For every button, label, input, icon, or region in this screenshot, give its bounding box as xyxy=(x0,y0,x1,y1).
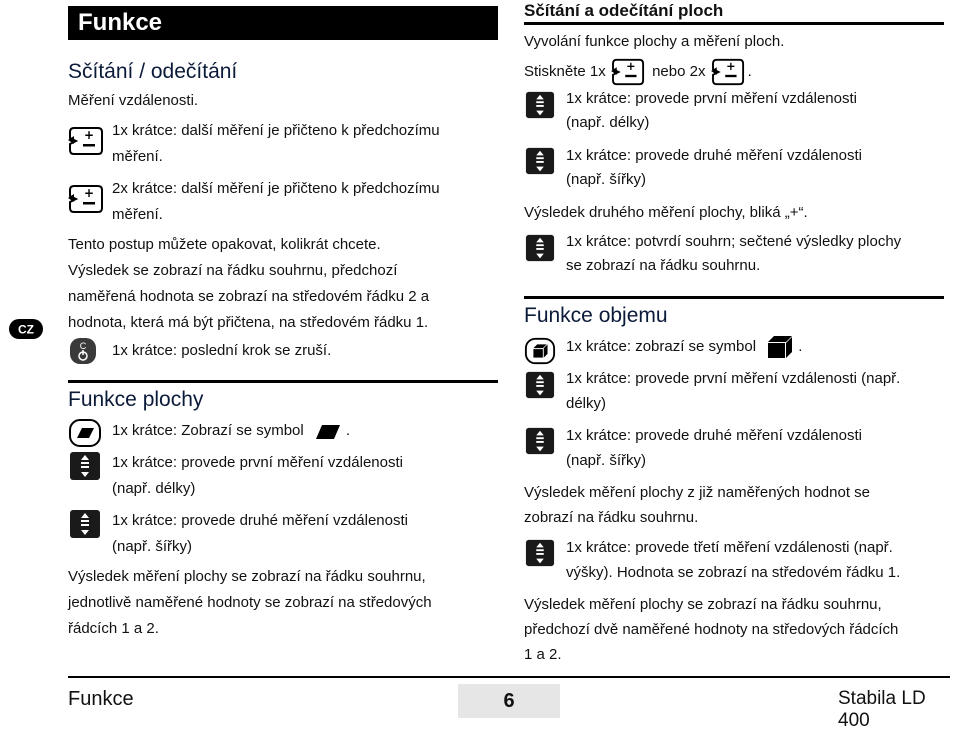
volume-item3-line2: (např. šířky) xyxy=(566,452,647,469)
section-divider xyxy=(524,22,944,25)
area-item2-line1: 1x krátce: provede první měření vzdálenosti xyxy=(112,454,403,471)
sum-result-line: Výsledek druhého měření plochy, bliká „+“. xyxy=(524,204,808,221)
area-item3-line1: 1x krátce: provede druhé měření vzdálenosti xyxy=(112,512,408,529)
footer-product-name: Stabila LD 400 xyxy=(838,688,926,731)
press-once-label: Stiskněte 1x xyxy=(524,62,606,80)
volume-key-icon xyxy=(524,336,556,366)
svg-text:+: + xyxy=(725,60,736,74)
press-twice-label: nebo 2x xyxy=(652,62,706,80)
section-divider xyxy=(524,296,944,299)
area-item1 xyxy=(112,418,350,444)
area-para-line: Výsledek měření plochy se zobrazí na řádku souhrnu, xyxy=(68,568,426,585)
plus-minus-key-icon xyxy=(610,56,648,88)
area-key-icon xyxy=(68,418,102,448)
svg-text:+: + xyxy=(83,128,95,142)
add-twice-line1: 2x krátce: další měření je přičteno k předchozímu xyxy=(112,180,440,197)
area-para-line: jednotlivě naměřené hodnoty se zobrazí na středových xyxy=(68,594,432,611)
plus-minus-key-icon xyxy=(68,124,106,158)
footer-rule xyxy=(68,676,950,678)
sum-item1-line1: 1x krátce: provede první měření vzdálenosti xyxy=(566,90,857,107)
plus-minus-key-icon xyxy=(710,56,748,88)
footer-section-name: Funkce xyxy=(68,688,134,710)
page-header: Funkce xyxy=(68,6,498,40)
area-symbol-icon xyxy=(312,421,342,441)
area-item3-line2: (např. šířky) xyxy=(112,538,193,555)
volume-para2-line: Výsledek měření plochy se zobrazí na řádku souhrnu, xyxy=(524,596,882,613)
plus-minus-key-icon xyxy=(68,182,106,216)
svg-text:+: + xyxy=(83,186,95,200)
svg-text:+: + xyxy=(626,60,636,74)
sum-item2-line1: 1x krátce: provede druhé měření vzdálenosti xyxy=(566,147,862,164)
section-divider xyxy=(68,380,498,383)
press-end: . xyxy=(747,62,752,80)
sum-item3-line2: se zobrazí na řádku souhrnu. xyxy=(566,257,761,274)
volume-symbol-icon xyxy=(764,334,794,360)
section-subtitle: Měření vzdálenosti. xyxy=(68,92,199,109)
measure-key-icon xyxy=(524,426,556,456)
area-sum-intro: Vyvolání funkce plochy a měření ploch. xyxy=(524,33,785,50)
volume-item2-line1: 1x krátce: provede první měření vzdálenosti (např. xyxy=(566,370,901,387)
page-number: 6 xyxy=(458,684,560,718)
measure-key-icon xyxy=(524,233,556,263)
volume-para2-line: předchozí dvě naměřené hodnoty na středových řádcích xyxy=(524,621,899,638)
measure-key-icon xyxy=(68,450,102,482)
clear-power-key-icon xyxy=(68,336,98,366)
para-line: naměřená hodnota se zobrazí na středovém řádku 2 a xyxy=(68,288,430,305)
language-badge-label: CZ xyxy=(18,322,34,337)
section-title-add-subtract: Sčítání / odečítání xyxy=(68,60,238,83)
area-para-line: řádcích 1 a 2. xyxy=(68,620,159,637)
clear-item: 1x krátce: poslední krok se zruší. xyxy=(112,342,332,359)
language-badge xyxy=(8,318,44,340)
sum-item2-line2: (např. šířky) xyxy=(566,171,647,188)
volume-item4-line2: výšky). Hodnota se zobrazí na středovém řádku 1. xyxy=(566,564,901,581)
para-line: Tento postup můžete opakovat, kolikrát chcete. xyxy=(68,236,381,253)
volume-item1-end: . xyxy=(798,338,803,355)
add-item-line2: měření. xyxy=(112,148,163,165)
volume-item1-text: 1x krátce: zobrazí se symbol xyxy=(566,338,757,355)
area-item1-end: . xyxy=(345,422,351,439)
measure-key-icon xyxy=(524,146,556,176)
add-item-line1: 1x krátce: další měření je přičteno k předchozímu xyxy=(112,122,440,139)
measure-key-icon xyxy=(524,538,556,568)
area-item2-line2: (např. délky) xyxy=(112,480,196,497)
para-line: hodnota, která má být přičtena, na středovém řádku 1. xyxy=(68,314,429,331)
section-title-area-sum: Sčítání a odečítání ploch xyxy=(524,1,724,20)
sum-item1-line2: (např. délky) xyxy=(566,114,650,131)
volume-para1-line: Výsledek měření plochy z již naměřených hodnot se xyxy=(524,484,871,501)
area-item1-text: 1x krátce: Zobrazí se symbol xyxy=(112,422,304,439)
add-twice-line2: měření. xyxy=(112,206,163,223)
section-title-area: Funkce plochy xyxy=(68,388,204,411)
volume-item3-line1: 1x krátce: provede druhé měření vzdálenosti xyxy=(566,427,862,444)
svg-text:C: C xyxy=(79,341,87,351)
measure-key-icon xyxy=(524,370,556,400)
volume-para1-line: zobrazí na řádku souhrnu. xyxy=(524,509,699,526)
volume-item4-line1: 1x krátce: provede třetí měření vzdálenosti (např. xyxy=(566,539,893,556)
section-title-volume: Funkce objemu xyxy=(524,304,668,327)
sum-item3-line1: 1x krátce: potvrdí souhrn; sečtené výsledky plochy xyxy=(566,233,902,250)
volume-para2-line: 1 a 2. xyxy=(524,646,562,663)
measure-key-icon xyxy=(68,508,102,540)
volume-item1 xyxy=(566,334,802,360)
para-line: Výsledek se zobrazí na řádku souhrnu, předchozí xyxy=(68,262,398,279)
press-keys-line xyxy=(524,56,752,88)
volume-item2-line2: délky) xyxy=(566,395,607,412)
measure-key-icon xyxy=(524,90,556,120)
